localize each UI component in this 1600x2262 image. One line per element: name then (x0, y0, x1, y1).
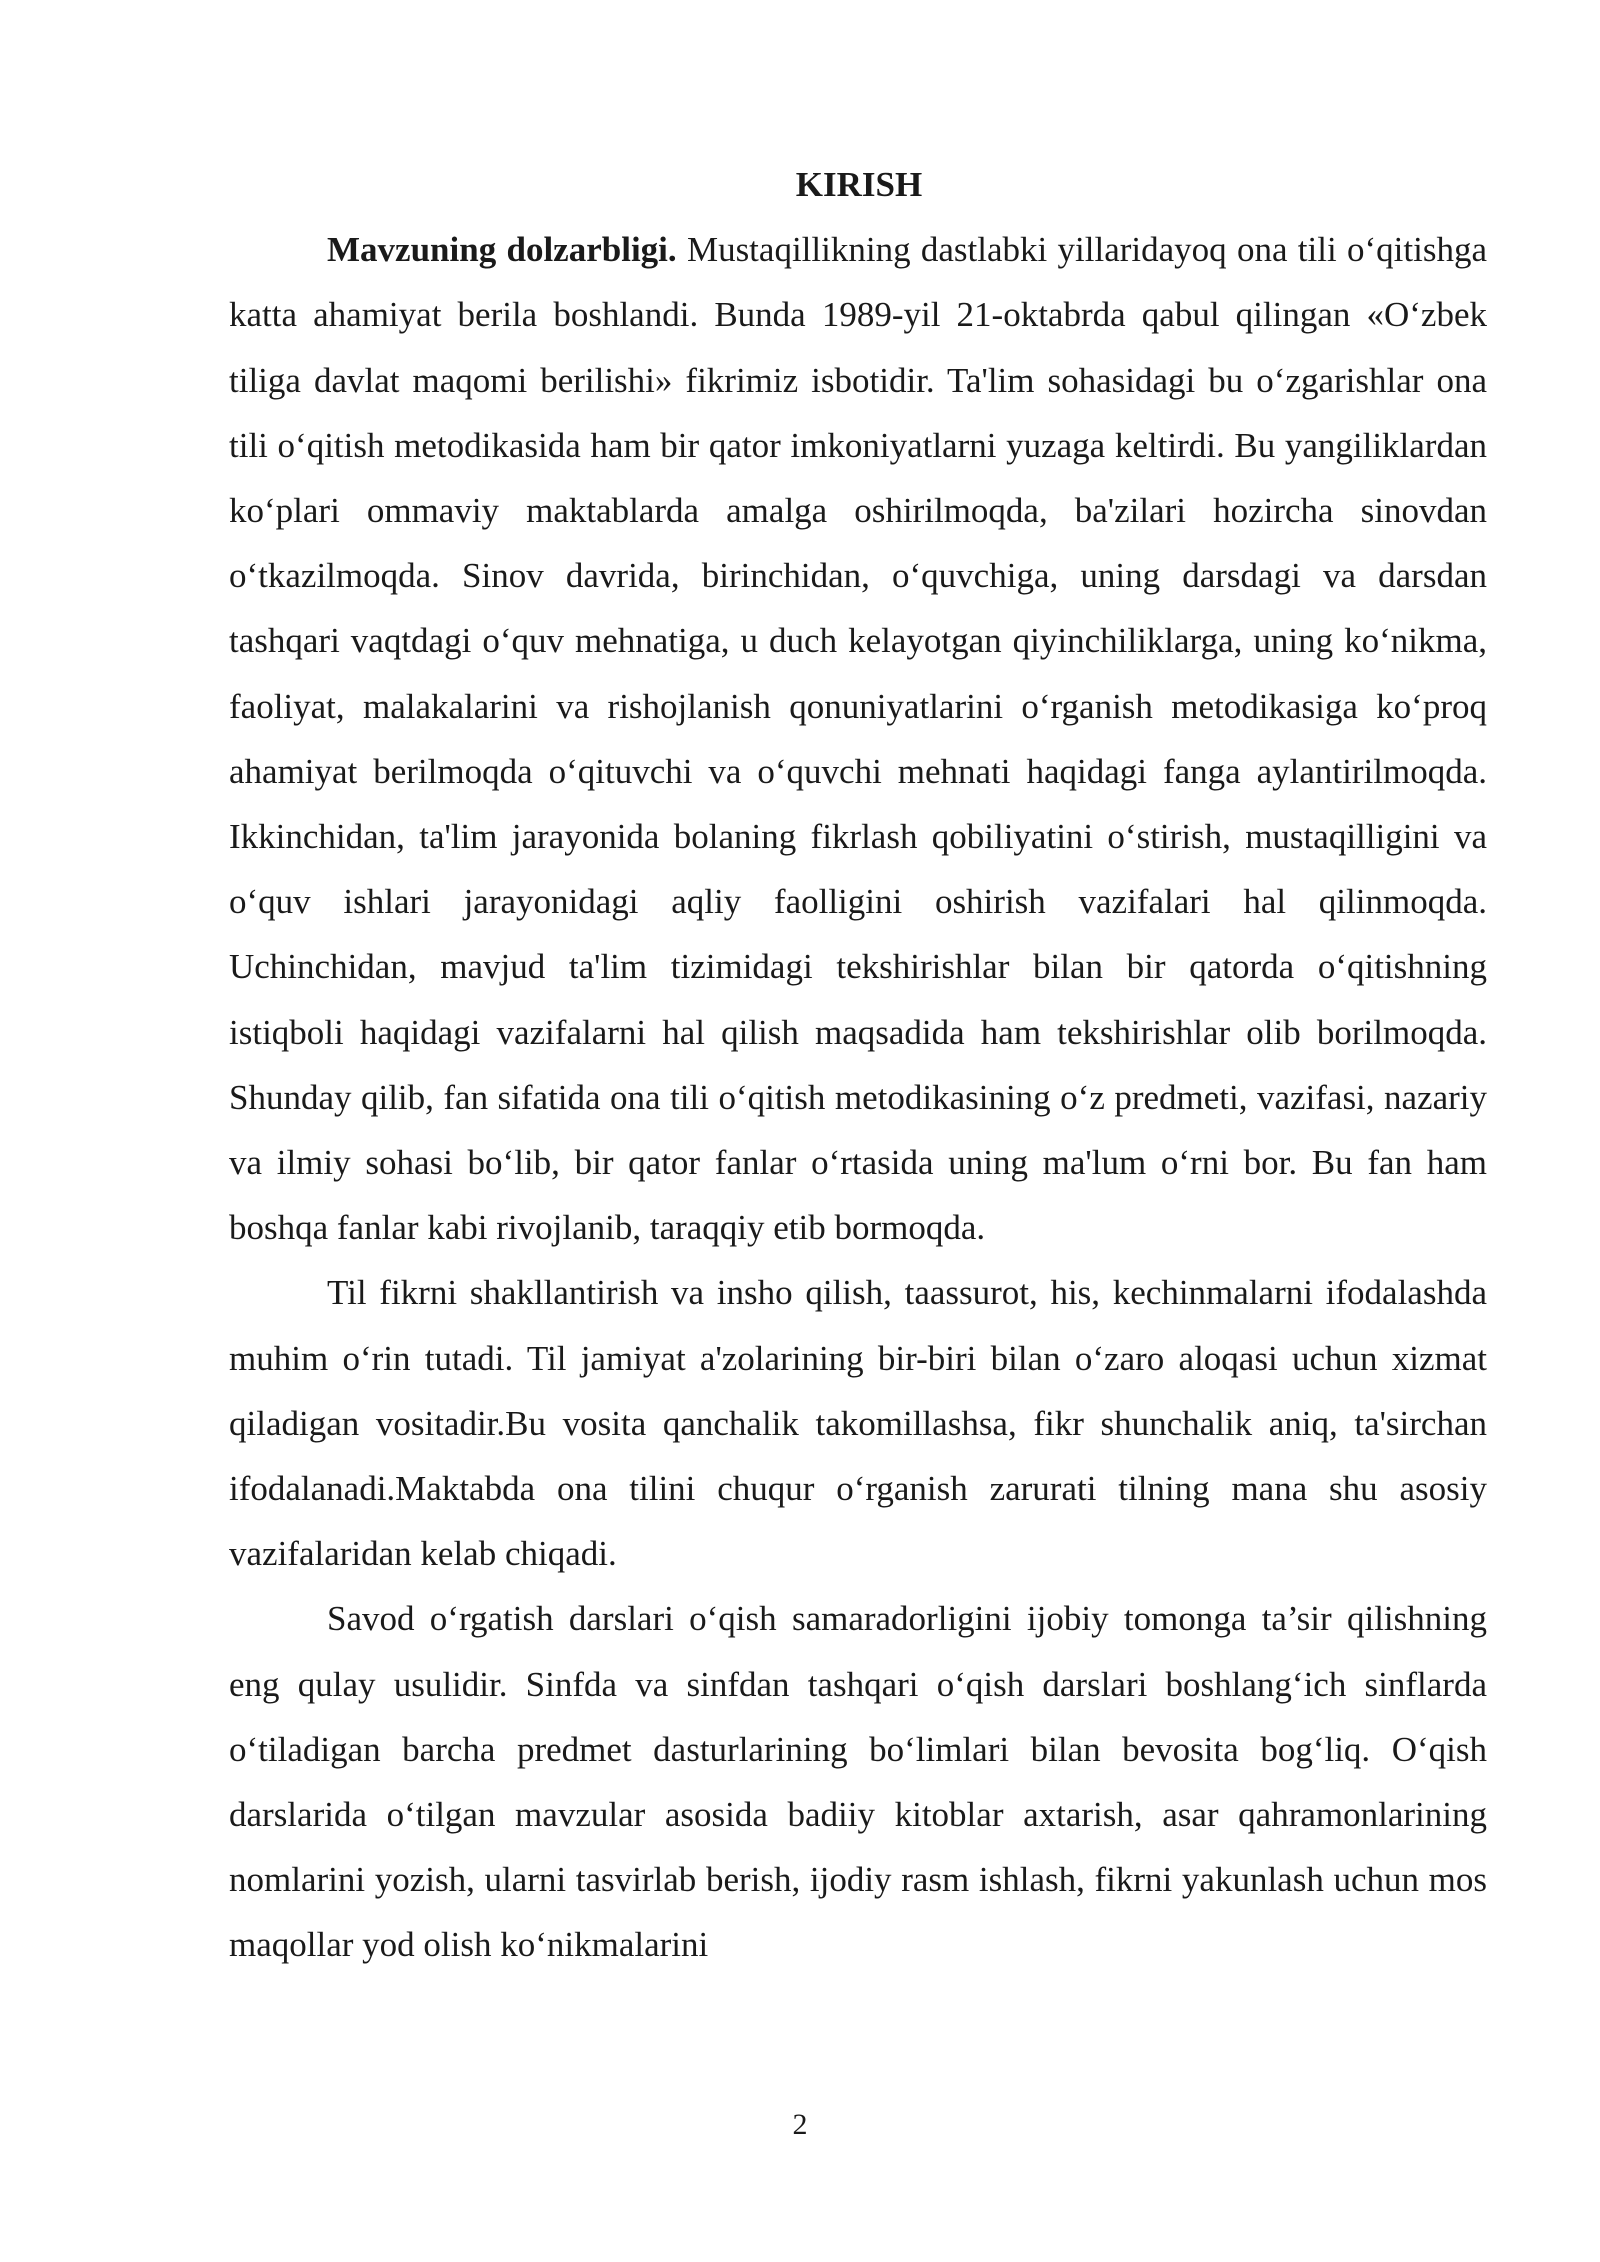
section-heading: KIRISH (795, 165, 923, 204)
paragraph-3-text: Savod o‘rgatish darslari o‘qish samaradorligini ijobiy tomonga ta’sir qilishning eng qulay usulidir. Sinfda va sinfdan tashqari o‘qish darslari boshlang‘ich sinflarda o‘tiladigan barcha predmet dasturlarining bo‘limlari bilan bevosita bog‘liq. O‘qish darslarida o‘tilgan mavzular asosida badiiy kitoblar axtarish, asar qahramonlarining nomlarini yozish, ularni tasvirlab berish, ijodiy rasm ishlash, fikrni yakunlash uchun mos maqollar yod olish ko‘nikmalarini (229, 1599, 1487, 1965)
page-number: 2 (792, 2108, 808, 2141)
page-content (229, 152, 1487, 1978)
paragraph-3 (229, 1586, 1487, 1977)
paragraph-1 (229, 217, 1487, 1260)
paragraph-2 (229, 1260, 1487, 1586)
paragraph-1-text: Mustaqillikning dastlabki yillaridayoq ona tili o‘qitishga katta ahamiyat berila boshlandi. Bunda 1989-yil 21-oktabrda qabul qilingan «O‘zbek tiliga davlat maqomi berilishi» fikrimiz isbotidir. Ta'lim sohasidagi bu o‘zgarishlar ona tili o‘qitish metodikasida ham bir qator imkoniyatlarni yuzaga keltirdi. Bu yangiliklardan ko‘plari ommaviy maktablarda amalga oshirilmoqda, ba'zilari hozircha sinovdan o‘tkazilmoqda. Sinov davrida, birinchidan, o‘quvchiga, uning darsdagi va darsdan tashqari vaqtdagi o‘quv mehnatiga, u duch kelayotgan qiyinchiliklarga, uning ko‘nikma, faoliyat, malakalarini va rishojlanish qonuniyatlarini o‘rganish metodikasiga ko‘proq ahamiyat berilmoqda o‘qituvchi va o‘quvchi mehnati haqidagi fanga aylantirilmoqda. Ikkinchidan, ta'lim jarayonida bolaning fikrlash qobiliyatini o‘stirish, mustaqilligini va o‘quv ishlari jarayonidagi aqliy faolligini oshirish vazifalari hal qilinmoqda. Uchinchidan, mavjud ta'lim tizimidagi tekshirishlar bilan bir qatorda o‘qitishning istiqboli haqidagi vazifalarni hal qilish maqsadida ham tekshirishlar olib borilmoqda. Shunday qilib, fan sifatida ona tili o‘qitish metodikasining o‘z predmeti, vazifasi, nazariy va ilmiy sohasi bo‘lib, bir qator fanlar o‘rtasida uning ma'lum o‘rni bor. Bu fan ham boshqa fanlar kabi rivojlanib, taraqqiy etib bormoqda. (229, 230, 1487, 1248)
paragraph-2-text: Til fikrni shakllantirish va insho qilish, taassurot, his, kechinmalarni ifodalashda muhim o‘rin tutadi. Til jamiyat a'zolarining bir-biri bilan o‘zaro aloqasi uchun xizmat qiladigan vositadir.Bu vosita qanchalik takomillashsa, fikr shunchalik aniq, ta'sirchan ifodalanadi.Maktabda ona tilini chuqur o‘rganish zarurati tilning mana shu asosiy vazifalaridan kelab chiqadi. (229, 1273, 1487, 1574)
paragraph-lead: Mavzuning dolzarbligi. (327, 230, 677, 270)
